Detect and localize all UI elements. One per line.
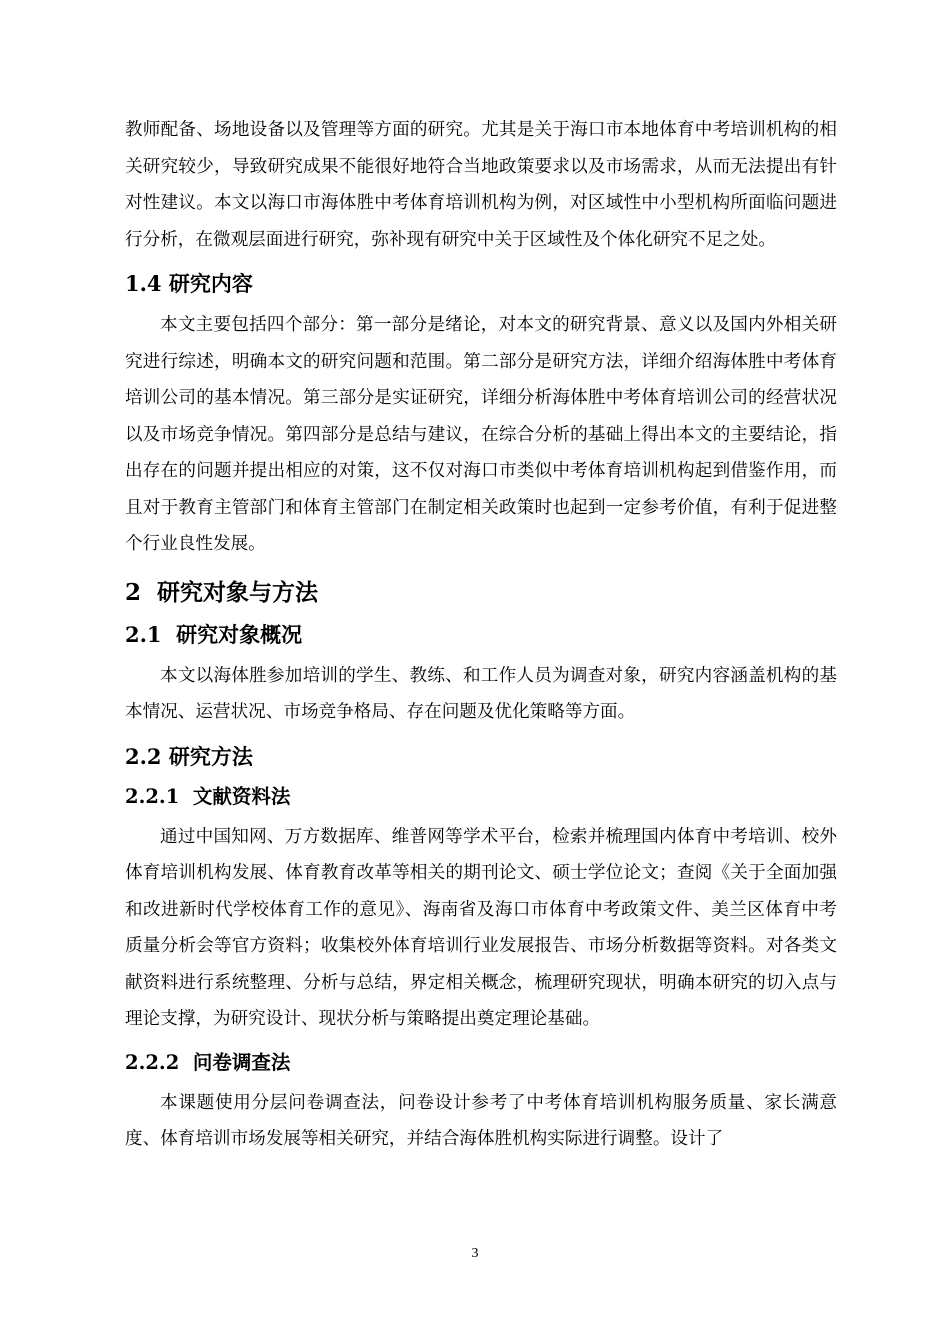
paragraph-literature-method: 通过中国知网、万方数据库、维普网等学术平台，检索并梳理国内体育中考培训、校外体育培训机构发展、体育教育改革等相关的期刊论文、硕士学位论文；查阅《关于全面加强和改进新时代学校体育工作的意见》、海南省及海口市体育中考政策文件、美兰区体育中考质量分析会等官方资料；收集校外体育培训行业发展报告、市场分析数据等资料。对各类文献资料进行系统整理、分析与总结，界定相关概念，梳理研究现状，明确本研究的切入点与理论支撑，为研究设计、现状分析与策略提出奠定理论基础。 [125,826,837,1029]
paragraph-questionnaire-method: 本课题使用分层问卷调查法，问卷设计参考了中考体育培训机构服务质量、家长满意度、体育培训市场发展等相关研究，并结合海体胜机构实际进行调整。设计了 [125,1092,837,1149]
heading-2-1: 2.1 研究对象概况 [125,621,303,647]
page-content [125,112,837,1158]
paragraph-continued: 教师配备、场地设备以及管理等方面的研究。尤其是关于海口市本地体育中考培训机构的相关研究较少，导致研究成果不能很好地符合当地政策要求以及市场需求，从而无法提出有针对性建议。本文以海口市海体胜中考体育培训机构为例，对区域性中小型机构所面临问题进行分析，在微观层面进行研究，弥补现有研究中关于区域性及个体化研究不足之处。 [125,120,837,250]
heading-1-4: 1.4 研究内容 [125,271,253,296]
heading-2: 2 研究对象与方法 [125,578,319,606]
paragraph-research-object: 本文以海体胜参加培训的学生、教练、和工作人员为调查对象，研究内容涵盖机构的基本情况、运营状况、市场竞争格局、存在问题及优化策略等方面。 [125,665,837,722]
heading-2-2-2: 2.2.2 问卷调查法 [125,1050,291,1074]
heading-2-2-1: 2.2.1 文献资料法 [125,784,291,808]
heading-2-2: 2.2 研究方法 [125,743,253,769]
page-number: 3 [471,1246,479,1261]
paragraph-research-content: 本文主要包括四个部分：第一部分是绪论，对本文的研究背景、意义以及国内外相关研究进行综述，明确本文的研究问题和范围。第二部分是研究方法，详细介绍海体胜中考体育培训公司的基本情况。第三部分是实证研究，详细分析海体胜中考体育培训公司的经营状况以及市场竞争情况。第四部分是总结与建议，在综合分析的基础上得出本文的主要结论，指出存在的问题并提出相应的对策，这不仅对海口市类似中考体育培训机构起到借鉴作用，而且对于教育主管部门和体育主管部门在制定相关政策时也起到一定参考价值，有利于促进整个行业良性发展。 [125,315,837,554]
